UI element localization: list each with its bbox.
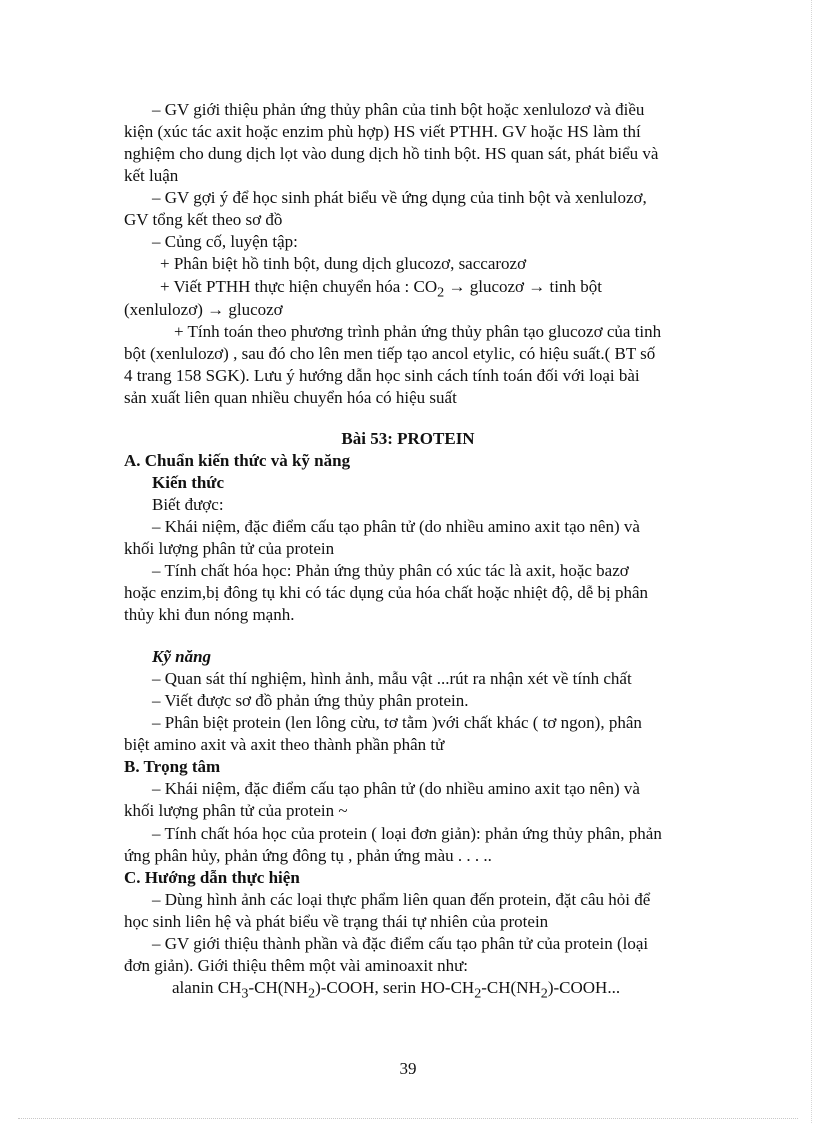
section-heading-c: C. Hướng dẫn thực hiện: [124, 868, 300, 887]
lesson-title: Bài 53: PROTEIN: [341, 429, 475, 448]
page-number: 39: [399, 1059, 417, 1078]
text-line: – Củng cố, luyện tập:: [152, 232, 298, 251]
right-dotted-border: [811, 0, 812, 1123]
text-line: Biết được:: [152, 495, 224, 514]
text-line: học sinh liên hệ và phát biểu về trạng thái tự nhiên của protein: [124, 912, 549, 931]
text-line: kiện (xúc tác axit hoặc enzim phù hợp) HS viết PTHH. GV hoặc HS làm thí: [124, 122, 641, 141]
text-line: đơn giản). Giới thiệu thêm một vài aminoaxit như:: [124, 956, 469, 975]
text-line: bột (xenlulozơ) , sau đó cho lên men tiếp tạo ancol etylic, có hiệu suất.( BT số: [124, 344, 656, 363]
text-span: alanin CH: [172, 978, 242, 997]
text-line: 4 trang 158 SGK). Lưu ý hướng dẫn học sinh cách tính toán đối với loại bài: [124, 366, 640, 385]
subscript: 2: [474, 985, 482, 1002]
text-line: – Khái niệm, đặc điểm cấu tạo phân tử (do nhiều amino axit tạo nên) và: [152, 779, 640, 798]
subscript: 2: [540, 985, 548, 1002]
section-heading-b: B. Trọng tâm: [124, 757, 221, 776]
text-line: khối lượng phân tử của protein ~: [124, 801, 348, 820]
subheading-knowledge: Kiến thức: [152, 473, 225, 492]
text-line: thủy khi đun nóng mạnh.: [124, 605, 295, 624]
text-line: – Dùng hình ảnh các loại thực phẩm liên quan đến protein, đặt câu hỏi để: [152, 890, 651, 909]
section-heading-a: A. Chuẩn kiến thức và kỹ năng: [124, 451, 351, 470]
text-line: biệt amino axit và axit theo thành phần phân tử: [124, 735, 445, 754]
text-line: GV tổng kết theo sơ đồ: [124, 210, 283, 229]
amino-acid-formulas: [172, 977, 620, 1004]
text-line: – Quan sát thí nghiệm, hình ảnh, mẫu vật ...rút ra nhận xét về tính chất: [152, 669, 632, 688]
text-line: (xenlulozơ) → glucozơ: [124, 300, 283, 319]
text-line: + Tính toán theo phương trình phản ứng thủy phân tạo glucozơ của tinh: [174, 322, 662, 341]
text-span: )-COOH...: [547, 978, 621, 997]
text-line: ứng phân hủy, phản ứng đông tụ , phản ứng màu . . . ..: [124, 846, 492, 865]
text-line: – Tính chất hóa học: Phản ứng thủy phân có xúc tác là axit, hoặc bazơ: [152, 561, 629, 580]
text-line: hoặc enzim,bị đông tụ khi có tác dụng của hóa chất hoặc nhiệt độ, dễ bị phân: [124, 583, 649, 602]
text-line: – Viết được sơ đồ phản ứng thủy phân protein.: [152, 691, 469, 710]
text-span: -CH(NH: [481, 978, 541, 997]
text-line: sản xuất liên quan nhiều chuyển hóa có hiệu suất: [124, 388, 457, 407]
text-span: )-COOH, serin HO-CH: [315, 978, 475, 997]
text-span: + Viết PTHH thực hiện chuyển hóa : CO: [160, 277, 438, 296]
text-span: -CH(NH: [248, 978, 308, 997]
subscript: 2: [437, 284, 445, 301]
text-line: kết luận: [124, 166, 179, 185]
text-line: – Phân biệt protein (len lông cừu, tơ tằm )với chất khác ( tơ ngon), phân: [152, 713, 642, 732]
text-span: → glucozơ → tinh bột: [444, 277, 602, 296]
text-line: – GV giới thiệu phản ứng thủy phân của tinh bột hoặc xenlulozơ và điều: [152, 100, 645, 119]
subheading-skills: Kỹ năng: [152, 647, 212, 666]
text-line: – GV giới thiệu thành phần và đặc điểm cấu tạo phân tử của protein (loại: [152, 934, 649, 953]
text-line: khối lượng phân tử của protein: [124, 539, 335, 558]
text-line: – Tính chất hóa học của protein ( loại đơn giản): phản ứng thủy phân, phản: [152, 824, 662, 843]
text-line: – Khái niệm, đặc điểm cấu tạo phân tử (do nhiều amino axit tạo nên) và: [152, 517, 640, 536]
subscript: 3: [241, 985, 249, 1002]
text-line: – GV gợi ý để học sinh phát biểu về ứng dụng của tinh bột và xenlulozơ,: [152, 188, 647, 207]
text-line: + Phân biệt hồ tinh bột, dung dịch glucozơ, saccarozơ: [160, 254, 527, 273]
bottom-dotted-border: [18, 1118, 798, 1119]
subscript: 2: [307, 985, 316, 1002]
text-line: nghiệm cho dung dịch lọt vào dung dịch hồ tinh bột. HS quan sát, phát biểu và: [124, 144, 659, 163]
